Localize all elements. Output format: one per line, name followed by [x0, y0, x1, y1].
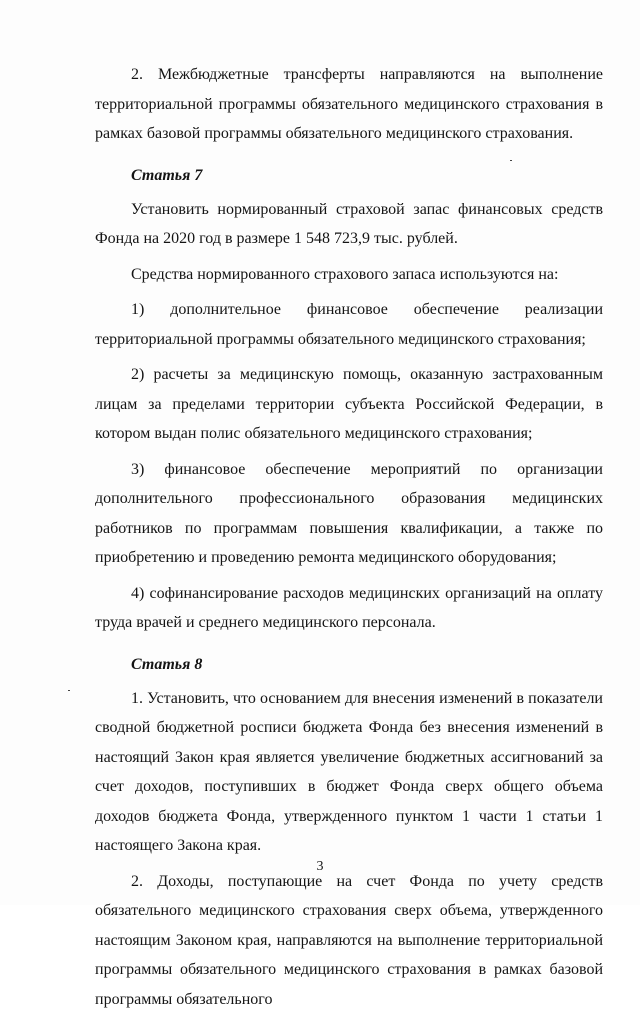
article-8-heading: Статья 8: [95, 654, 603, 676]
article-7-list-item: 3) финансовое обеспечение мероприятий по организации дополнительного профессионального образования медицинских работников по программам повышения квалификации, а также по приобретению и проведению ремонта медицинского оборудования;: [95, 455, 603, 573]
scan-speck: [68, 690, 70, 691]
article-7-paragraph: Установить нормированный страховой запас финансовых средств Фонда на 2020 год в размере 1 548 723,9 тыс. рублей.: [95, 195, 603, 254]
paragraph-intransfer: 2. Межбюджетные трансферты направляются на выполнение территориальной программы обязательного медицинского страхования в рамках базовой программы обязательного медицинского страхования.: [95, 60, 603, 149]
scan-speck: [510, 160, 512, 161]
article-8-paragraph: 1. Установить, что основанием для внесения изменений в показатели сводной бюджетной росписи бюджета Фонда без внесения изменений в настоящий Закон края является увеличение бюджетных ассигнований за счет доходов, поступивших в бюджет Фонда сверх общего объема доходов бюджета Фонда, утвержденного пунктом 1 части 1 статьи 1 настоящего Закона края.: [95, 684, 603, 861]
article-7-list-item: 2) расчеты за медицинскую помощь, оказанную застрахованным лицам за пределами территории субъекта Российской Федерации, в котором выдан полис обязательного медицинского страхования;: [95, 360, 603, 449]
article-8-paragraph: 2. Доходы, поступающие на счет Фонда по учету средств обязательного медицинского страхования сверх объема, утвержденного настоящим Законом края, направляются на выполнение территориальной программы обязательного медицинского страхования в рамках базовой программы обязательного: [95, 867, 603, 1014]
article-7-heading: Статья 7: [95, 165, 603, 187]
article-7-paragraph: Средства нормированного страхового запаса используются на:: [95, 260, 603, 290]
article-7-list-item: 1) дополнительное финансовое обеспечение реализации территориальной программы обязательного медицинского страхования;: [95, 295, 603, 354]
page-number: 3: [0, 858, 640, 876]
article-7-list-item: 4) софинансирование расходов медицинских организаций на оплату труда врачей и среднего медицинского персонала.: [95, 579, 603, 638]
